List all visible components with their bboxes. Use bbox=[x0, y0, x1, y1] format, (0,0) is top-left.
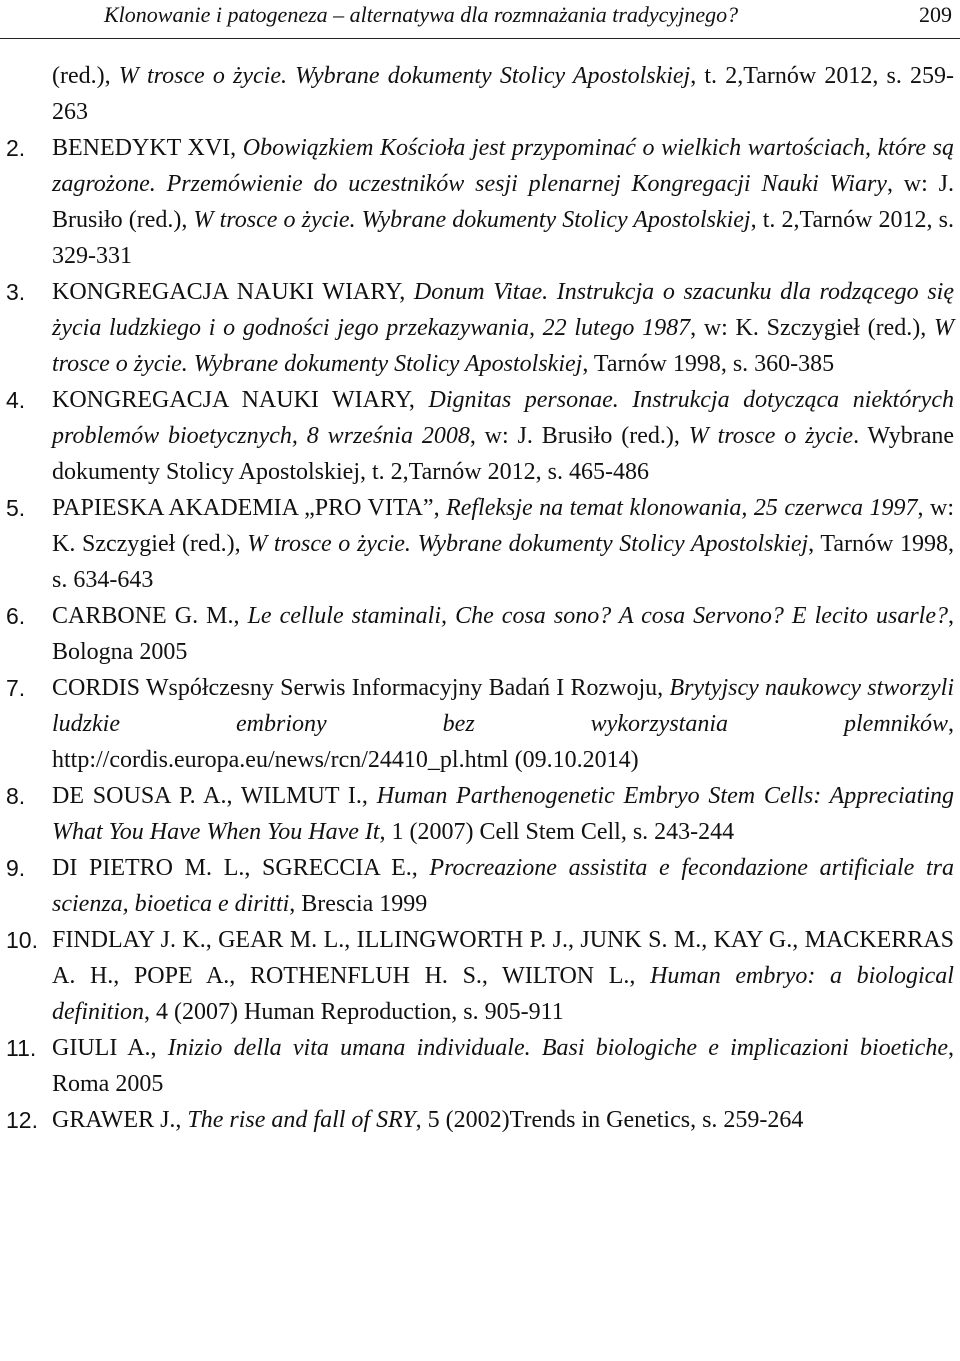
reference-segment: , Tarnów 1998, s. 634-643 bbox=[52, 531, 954, 593]
reference-text bbox=[52, 783, 954, 845]
reference-text bbox=[52, 495, 954, 593]
page-number: 209 bbox=[919, 2, 952, 27]
reference-text bbox=[52, 1035, 954, 1097]
reference-title: Donum Vitae. Instrukcja o szacunku dla rodzącego się życia ludzkiego i o godności jego przekazywania, 22 lutego 1987 bbox=[52, 279, 954, 341]
reference-segment: GRAWER J., bbox=[52, 1107, 188, 1133]
reference-text bbox=[52, 855, 954, 917]
reference-number: 11. bbox=[6, 1035, 37, 1061]
header-title: Klonowanie i patogeneza – alternatywa dla rozmnażania tradycyjnego? bbox=[104, 2, 739, 27]
reference-text bbox=[52, 675, 954, 773]
reference-segment: , Bologna 2005 bbox=[52, 603, 954, 665]
reference-segment: KONGREGACJA NAUKI WIARY, bbox=[52, 387, 429, 413]
reference-segment: , 1 (2007) Cell Stem Cell, s. 243-244 bbox=[379, 819, 735, 845]
reference-number: 5. bbox=[6, 495, 26, 521]
reference-item bbox=[6, 130, 954, 274]
reference-number: 10. bbox=[6, 927, 38, 953]
reference-segment: , w: K. Szczygieł (red.), bbox=[52, 495, 955, 557]
reference-title: Inizio della vita umana individuale. Basi biologiche e implicazioni bioetiche bbox=[167, 1035, 948, 1061]
reference-segment: , w: J. Brusiło (red.), bbox=[469, 423, 689, 449]
reference-title: Dignitas personae. Instrukcja dotycząca niektórych problemów bioetycznych, 8 września 2008 bbox=[52, 387, 954, 449]
reference-segment: CORDIS Współczesny Serwis Informacyjny Badań I Rozwoju, bbox=[52, 675, 670, 701]
reference-text bbox=[52, 135, 954, 269]
reference-text bbox=[52, 927, 954, 1025]
reference-segment: (red.), bbox=[52, 63, 119, 89]
reference-item bbox=[6, 490, 954, 598]
reference-title: Procreazione assistita e fecondazione artificiale tra scienza, bioetica e diritti bbox=[52, 855, 954, 917]
running-header bbox=[0, 0, 960, 42]
reference-title: Le cellule staminali, Che cosa sono? A cosa Servono? E lecito usarle? bbox=[247, 603, 948, 629]
reference-list bbox=[6, 58, 954, 1138]
reference-number: 4. bbox=[6, 387, 26, 413]
reference-segment: , t. 2,Tarnów 2012, s. 259-263 bbox=[52, 63, 954, 125]
reference-segment: BENEDYKT XVI, bbox=[52, 135, 243, 161]
reference-segment: , Brescia 1999 bbox=[289, 891, 428, 917]
reference-segment: , w: J. Brusiło (red.), bbox=[52, 171, 954, 233]
reference-text bbox=[52, 1107, 803, 1133]
reference-segment: GIULI A., bbox=[52, 1035, 168, 1061]
reference-title: W trosce o życie. Wybrane dokumenty Stolicy Apostolskiej bbox=[52, 315, 954, 377]
reference-title: W trosce o życie. Wybrane dokumenty Stolicy Apostolskiej bbox=[193, 207, 751, 233]
reference-number: 7. bbox=[6, 675, 26, 701]
reference-title: Brytyjscy naukowcy stworzyli ludzkie embriony bez wykorzystania plemników bbox=[52, 675, 954, 737]
reference-item bbox=[6, 1030, 954, 1102]
reference-number: 8. bbox=[6, 783, 26, 809]
reference-segment: PAPIESKA AKADEMIA „PRO VITA”, bbox=[52, 495, 447, 521]
reference-title: Obowiązkiem Kościoła jest przypominać o wielkich wartościach, które są zagrożone. Przemówienie do uczestników sesji plenarnej Kongregacji Nauki Wiary bbox=[52, 135, 954, 197]
reference-segment: KONGREGACJA NAUKI WIARY, bbox=[52, 279, 414, 305]
reference-number: 2. bbox=[6, 135, 26, 161]
reference-number: 3. bbox=[6, 279, 26, 305]
reference-segment: FINDLAY J. K., GEAR M. L., ILLINGWORTH P. J., JUNK S. M., KAY G., MACKERRAS A. H., POPE A., ROTHENFLUH H. S., WILTON L., bbox=[52, 927, 954, 989]
reference-segment: DI PIETRO M. L., SGRECCIA E., bbox=[52, 855, 430, 881]
reference-segment: , w: K. Szczygieł (red.), bbox=[690, 315, 934, 341]
reference-segment: CARBONE G. M., bbox=[52, 603, 248, 629]
reference-text bbox=[52, 63, 954, 125]
reference-text bbox=[52, 603, 954, 665]
reference-text bbox=[52, 387, 954, 485]
reference-segment: , 5 (2002)Trends in Genetics, s. 259-264 bbox=[415, 1107, 804, 1133]
reference-item bbox=[6, 1102, 954, 1138]
reference-segment: , 4 (2007) Human Reproduction, s. 905-911 bbox=[144, 999, 564, 1025]
reference-segment: , Tarnów 1998, s. 360-385 bbox=[582, 351, 835, 377]
header-rule bbox=[0, 38, 960, 39]
reference-segment: , t. 2,Tarnów 2012, s. 329-331 bbox=[52, 207, 954, 269]
reference-title: The rise and fall of SRY bbox=[187, 1107, 416, 1133]
reference-number: 6. bbox=[6, 603, 26, 629]
reference-item bbox=[6, 778, 954, 850]
reference-number: 9. bbox=[6, 855, 26, 881]
reference-item bbox=[6, 922, 954, 1030]
reference-segment: . Wybrane dokumenty Stolicy Apostolskiej, t. 2,Tarnów 2012, s. 465-486 bbox=[52, 423, 954, 485]
reference-segment: , Roma 2005 bbox=[52, 1035, 954, 1097]
reference-title: Refleksje na temat klonowania, 25 czerwca 1997 bbox=[446, 495, 918, 521]
reference-segment: , http://cordis.europa.eu/news/rcn/24410_pl.html (09.10.2014) bbox=[52, 711, 954, 773]
reference-number: 12. bbox=[6, 1107, 38, 1133]
reference-title: Human embryo: a biological definition bbox=[52, 963, 954, 1025]
reference-item bbox=[6, 58, 954, 130]
reference-item bbox=[6, 598, 954, 670]
reference-title: W trosce o życie. Wybrane dokumenty Stolicy Apostolskiej bbox=[247, 531, 809, 557]
reference-segment: DE SOUSA P. A., WILMUT I., bbox=[52, 783, 377, 809]
reference-title: W trosce o życie. Wybrane dokumenty Stolicy Apostolskiej bbox=[118, 63, 691, 89]
reference-item bbox=[6, 670, 954, 778]
reference-title: Human Parthenogenetic Embryo Stem Cells: Appreciating What You Have When You Have It bbox=[52, 783, 954, 845]
reference-item bbox=[6, 850, 954, 922]
reference-title: W trosce o życie bbox=[688, 423, 854, 449]
reference-item bbox=[6, 274, 954, 382]
reference-text bbox=[52, 279, 954, 377]
reference-item bbox=[6, 382, 954, 490]
